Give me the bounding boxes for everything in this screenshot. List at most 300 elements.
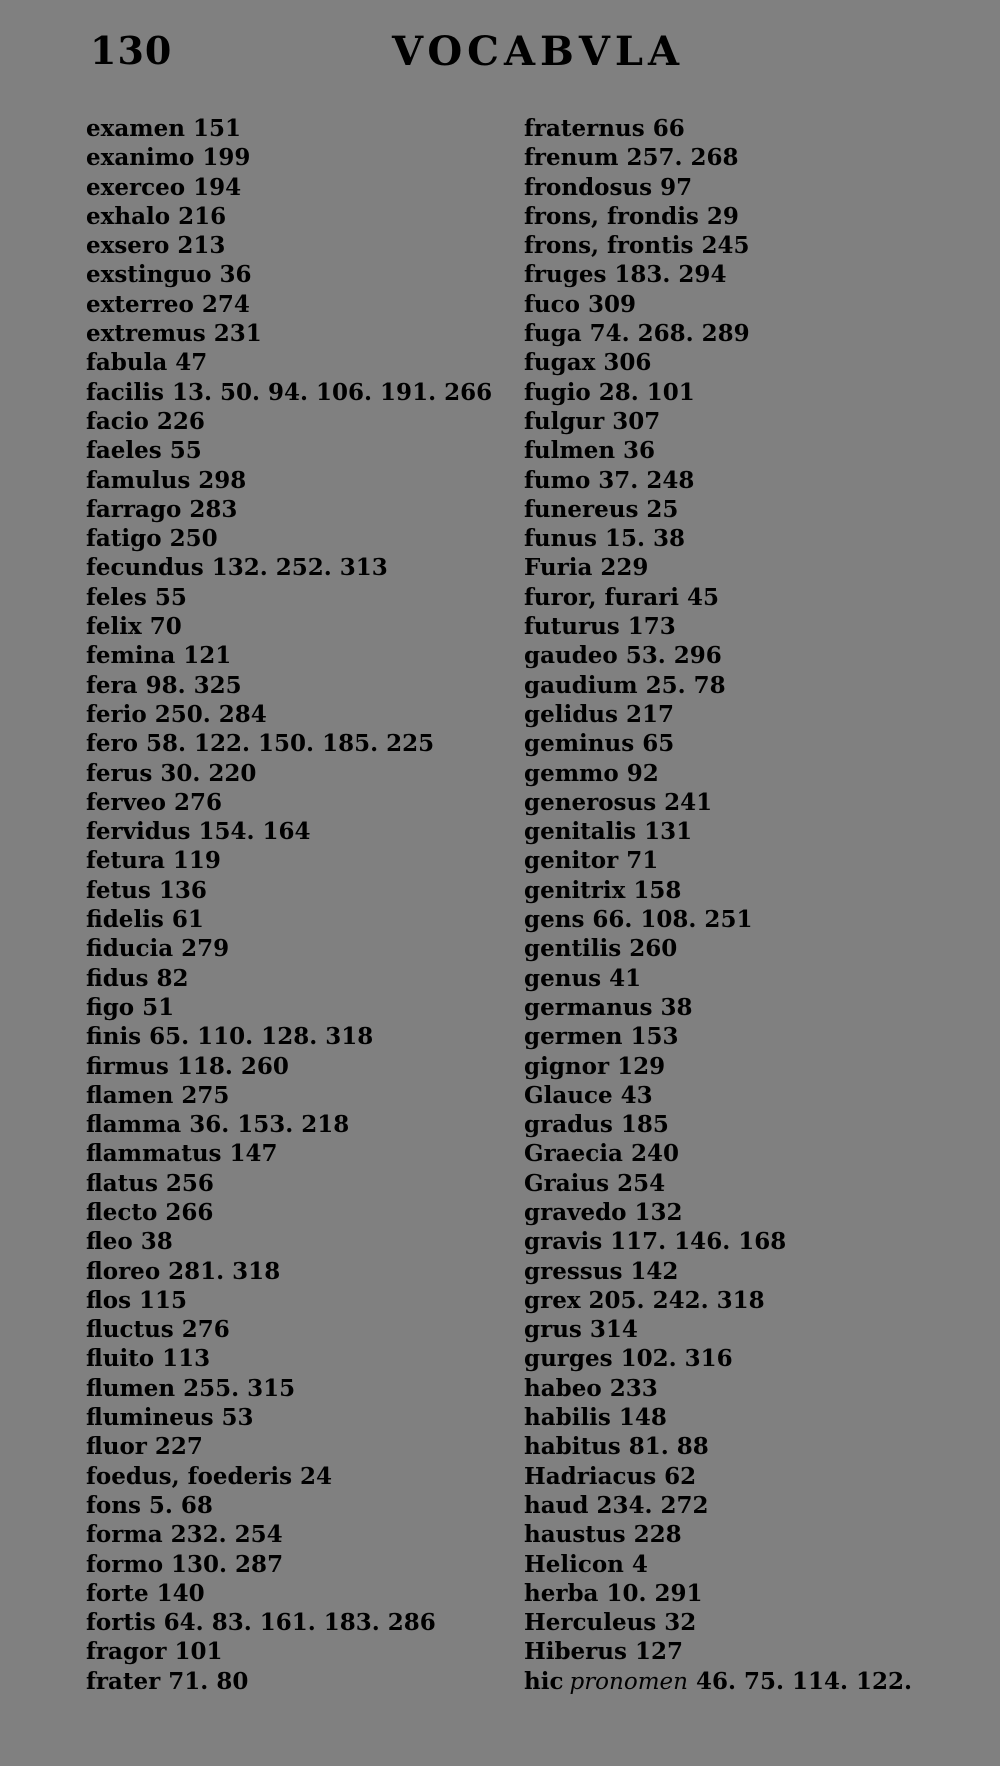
index-entry bbox=[86, 378, 506, 407]
entry-references: 38 bbox=[140, 1228, 173, 1256]
entry-references: 217 bbox=[625, 700, 674, 728]
entry-references: 66. 108. 251 bbox=[592, 906, 753, 934]
index-entry bbox=[86, 1022, 506, 1051]
entry-references: 102. 316 bbox=[620, 1345, 733, 1373]
entry-references: 65. 110. 128. 318 bbox=[149, 1023, 374, 1051]
index-entry bbox=[524, 583, 994, 612]
entry-references: 279 bbox=[181, 935, 230, 963]
entry-references: 229 bbox=[600, 554, 649, 582]
index-entry bbox=[524, 1520, 994, 1549]
entry-references: 183. 294 bbox=[614, 261, 727, 289]
index-entry bbox=[86, 1432, 506, 1461]
index-entry bbox=[524, 407, 994, 436]
index-entry bbox=[524, 319, 994, 348]
entry-word: frondosus bbox=[524, 173, 653, 201]
entry-word: fugax bbox=[524, 349, 596, 377]
entry-word: forte bbox=[86, 1579, 149, 1607]
entry-references: 231 bbox=[213, 320, 262, 348]
entry-references: 64. 83. 161. 183. 286 bbox=[163, 1609, 436, 1637]
index-entry bbox=[86, 1462, 506, 1491]
entry-word: generosus bbox=[524, 788, 657, 816]
index-entry bbox=[86, 1403, 506, 1432]
entry-word: examen bbox=[86, 115, 185, 142]
entry-word: gaudeo bbox=[524, 642, 618, 670]
entry-references: 132. 252. 313 bbox=[211, 554, 388, 582]
entry-references: 213 bbox=[177, 232, 226, 260]
index-entry bbox=[524, 1286, 994, 1315]
entry-word: germanus bbox=[524, 993, 653, 1021]
entry-references: 130. 287 bbox=[171, 1550, 284, 1578]
index-entry bbox=[86, 612, 506, 641]
entry-word: flatus bbox=[86, 1169, 158, 1197]
index-entry bbox=[524, 671, 994, 700]
entry-references: 283 bbox=[189, 495, 238, 523]
index-entry bbox=[524, 612, 994, 641]
entry-word: exanimo bbox=[86, 144, 195, 172]
entry-word: herba bbox=[524, 1579, 599, 1607]
index-entry bbox=[524, 759, 994, 788]
entry-word: fumo bbox=[524, 466, 591, 494]
entry-word: feles bbox=[86, 583, 147, 611]
index-entry bbox=[524, 817, 994, 846]
entry-references: 10. 291 bbox=[606, 1579, 703, 1607]
entry-references: 232. 254 bbox=[170, 1521, 283, 1549]
index-entry bbox=[86, 173, 506, 202]
entry-word: forma bbox=[86, 1521, 163, 1549]
entry-references: 13. 50. 94. 106. 191. 266 bbox=[171, 378, 493, 406]
index-entry bbox=[86, 993, 506, 1022]
index-entry bbox=[524, 700, 994, 729]
index-entry bbox=[86, 964, 506, 993]
entry-word: flumineus bbox=[86, 1404, 214, 1432]
index-entry bbox=[524, 290, 994, 319]
entry-word: fleo bbox=[86, 1228, 133, 1256]
entry-word: flamen bbox=[86, 1081, 174, 1109]
entry-references: 255. 315 bbox=[183, 1374, 296, 1402]
entry-references: 70 bbox=[149, 613, 182, 641]
index-entry bbox=[524, 729, 994, 758]
index-entry bbox=[524, 436, 994, 465]
entry-references: 53 bbox=[221, 1404, 254, 1432]
page-number: 130 bbox=[90, 28, 173, 73]
index-entry bbox=[524, 1081, 994, 1110]
entry-word: gravis bbox=[524, 1228, 603, 1256]
entry-word: funereus bbox=[524, 495, 639, 523]
index-entry bbox=[524, 1315, 994, 1344]
index-entry bbox=[86, 1550, 506, 1579]
entry-references: 257. 268 bbox=[626, 144, 739, 172]
entry-references: 55 bbox=[154, 583, 187, 611]
entry-references: 25. 78 bbox=[645, 671, 726, 699]
entry-word: flamma bbox=[86, 1111, 182, 1139]
index-entry bbox=[86, 583, 506, 612]
entry-word: facio bbox=[86, 407, 149, 435]
index-entry bbox=[524, 1052, 994, 1081]
entry-references: 41 bbox=[609, 964, 642, 992]
entry-word: fragor bbox=[86, 1638, 167, 1666]
entry-references: 51 bbox=[142, 993, 175, 1021]
index-entry bbox=[86, 1637, 506, 1666]
entry-word: fulmen bbox=[524, 437, 616, 465]
entry-references: 245 bbox=[701, 232, 750, 260]
entry-word: germen bbox=[524, 1023, 623, 1051]
index-entry bbox=[524, 348, 994, 377]
index-entry bbox=[524, 1344, 994, 1373]
entry-references: 233 bbox=[609, 1374, 658, 1402]
entry-word: haustus bbox=[524, 1521, 626, 1549]
entry-references: 309 bbox=[587, 290, 636, 318]
index-entry bbox=[86, 729, 506, 758]
entry-references: 29 bbox=[706, 202, 739, 230]
index-entry bbox=[86, 231, 506, 260]
entry-references: 71 bbox=[626, 847, 659, 875]
entry-references: 307 bbox=[612, 407, 661, 435]
index-entry bbox=[86, 1667, 506, 1696]
index-entry bbox=[524, 641, 994, 670]
entry-word: extremus bbox=[86, 320, 206, 348]
index-entry bbox=[86, 905, 506, 934]
entry-references: 127 bbox=[634, 1638, 683, 1666]
entry-references: 82 bbox=[156, 964, 189, 992]
entry-references: 227 bbox=[154, 1433, 203, 1461]
entry-word: gentilis bbox=[524, 935, 622, 963]
entry-note: pronomen bbox=[569, 1668, 688, 1695]
entry-references: 151 bbox=[192, 115, 241, 142]
index-entry bbox=[86, 934, 506, 963]
index-entry bbox=[86, 1374, 506, 1403]
entry-word: genitor bbox=[524, 847, 619, 875]
index-entry bbox=[524, 1550, 994, 1579]
index-entry bbox=[86, 1344, 506, 1373]
index-entry bbox=[524, 934, 994, 963]
index-entry bbox=[524, 1257, 994, 1286]
entry-word: fabula bbox=[86, 349, 168, 377]
entry-word: floreo bbox=[86, 1257, 161, 1285]
entry-references: 47 bbox=[175, 349, 208, 377]
entry-word: fugio bbox=[524, 378, 591, 406]
index-entry bbox=[524, 1227, 994, 1256]
entry-references: 101 bbox=[174, 1638, 223, 1666]
entry-word: grex bbox=[524, 1286, 581, 1314]
index-entry bbox=[524, 1462, 994, 1491]
entry-word: flammatus bbox=[86, 1140, 222, 1168]
index-entry bbox=[524, 260, 994, 289]
entry-word: grus bbox=[524, 1316, 582, 1344]
index-entry bbox=[86, 436, 506, 465]
entry-word: habilis bbox=[524, 1404, 611, 1432]
entry-references: 154. 164 bbox=[198, 818, 311, 846]
entry-references: 45 bbox=[687, 583, 720, 611]
entry-references: 256 bbox=[165, 1169, 214, 1197]
entry-word: gradus bbox=[524, 1111, 613, 1139]
entry-word: facilis bbox=[86, 378, 164, 406]
entry-word: fuco bbox=[524, 290, 580, 318]
index-entry bbox=[524, 495, 994, 524]
running-head: VOCABVLA bbox=[392, 28, 685, 75]
entry-references: 36 bbox=[219, 261, 252, 289]
entry-word: exsero bbox=[86, 232, 170, 260]
entry-references: 205. 242. 318 bbox=[588, 1286, 765, 1314]
entry-word: fluito bbox=[86, 1345, 155, 1373]
entry-references: 38 bbox=[660, 993, 693, 1021]
entry-word: fuga bbox=[524, 320, 582, 348]
entry-word: gaudium bbox=[524, 671, 638, 699]
entry-references: 71. 80 bbox=[168, 1667, 249, 1695]
entry-word: habitus bbox=[524, 1433, 621, 1461]
entry-references: 97 bbox=[660, 173, 693, 201]
entry-word: Furia bbox=[524, 554, 593, 582]
entry-references: 173 bbox=[627, 613, 676, 641]
entry-references: 226 bbox=[156, 407, 205, 435]
entry-references: 250. 284 bbox=[154, 700, 267, 728]
entry-references: 266 bbox=[165, 1198, 214, 1226]
index-entry bbox=[524, 1198, 994, 1227]
entry-word: fulgur bbox=[524, 407, 605, 435]
entry-word: exstinguo bbox=[86, 261, 212, 289]
entry-references: 74. 268. 289 bbox=[589, 320, 750, 348]
index-entry bbox=[524, 524, 994, 553]
entry-references: 15. 38 bbox=[605, 525, 686, 553]
index-entry bbox=[524, 231, 994, 260]
index-entry bbox=[86, 846, 506, 875]
entry-references: 276 bbox=[181, 1316, 230, 1344]
entry-word: finis bbox=[86, 1023, 142, 1051]
index-entry bbox=[524, 378, 994, 407]
entry-word: frons, frontis bbox=[524, 232, 694, 260]
entry-word: exhalo bbox=[86, 202, 171, 230]
entry-word: fero bbox=[86, 730, 138, 758]
index-entry bbox=[86, 876, 506, 905]
entry-word: geminus bbox=[524, 730, 635, 758]
entry-word: fons bbox=[86, 1491, 141, 1519]
entry-word: famulus bbox=[86, 466, 191, 494]
entry-word: exerceo bbox=[86, 173, 186, 201]
entry-word: Glauce bbox=[524, 1081, 613, 1109]
index-entry bbox=[524, 1579, 994, 1608]
index-entry bbox=[86, 1198, 506, 1227]
index-entry bbox=[86, 1110, 506, 1139]
index-entry bbox=[86, 1579, 506, 1608]
index-entry bbox=[86, 114, 506, 143]
entry-references: 5. 68 bbox=[148, 1491, 213, 1519]
entry-word: exterreo bbox=[86, 290, 194, 318]
index-entry bbox=[86, 671, 506, 700]
entry-word: funus bbox=[524, 525, 598, 553]
entry-word: frenum bbox=[524, 144, 619, 172]
index-entry bbox=[86, 1608, 506, 1637]
entry-word: genus bbox=[524, 964, 602, 992]
index-entry bbox=[524, 1403, 994, 1432]
entry-references: 250 bbox=[169, 525, 218, 553]
entry-references: 240 bbox=[630, 1140, 679, 1168]
entry-references: 37. 248 bbox=[598, 466, 695, 494]
entry-word: Helicon bbox=[524, 1550, 624, 1578]
entry-references: 61 bbox=[171, 906, 204, 934]
entry-word: Graius bbox=[524, 1169, 610, 1197]
index-entry bbox=[524, 876, 994, 905]
index-entry bbox=[86, 1052, 506, 1081]
entry-word: faeles bbox=[86, 437, 162, 465]
entry-references: 118. 260 bbox=[176, 1052, 289, 1080]
index-entry bbox=[524, 905, 994, 934]
entry-references: 43 bbox=[620, 1081, 653, 1109]
entry-references: 119 bbox=[172, 847, 221, 875]
index-entry bbox=[86, 348, 506, 377]
index-entry bbox=[524, 846, 994, 875]
entry-word: haud bbox=[524, 1491, 589, 1519]
entry-references: 113 bbox=[162, 1345, 211, 1373]
entry-word: genitrix bbox=[524, 876, 626, 904]
entry-word: Herculeus bbox=[524, 1609, 657, 1637]
index-entry bbox=[524, 1169, 994, 1198]
index-entry bbox=[524, 993, 994, 1022]
index-entry bbox=[86, 260, 506, 289]
entry-references: 306 bbox=[603, 349, 652, 377]
entry-word: formo bbox=[86, 1550, 164, 1578]
entry-references: 32 bbox=[664, 1609, 697, 1637]
entry-word: gelidus bbox=[524, 700, 618, 728]
entry-word: Graecia bbox=[524, 1140, 623, 1168]
entry-references: 274 bbox=[201, 290, 250, 318]
entry-word: farrago bbox=[86, 495, 182, 523]
entry-references: 241 bbox=[664, 788, 713, 816]
entry-word: foedus, foederis bbox=[86, 1462, 293, 1490]
index-entry bbox=[86, 1520, 506, 1549]
entry-references: 129 bbox=[617, 1052, 666, 1080]
entry-word: fluctus bbox=[86, 1316, 174, 1344]
entry-word: Hiberus bbox=[524, 1638, 627, 1666]
entry-references: 148 bbox=[618, 1404, 667, 1432]
entry-word: fidelis bbox=[86, 906, 164, 934]
index-entry bbox=[524, 1637, 994, 1666]
entry-references: 92 bbox=[626, 759, 659, 787]
entry-word: frons, frondis bbox=[524, 202, 699, 230]
entry-references: 46. 75. 114. 122. bbox=[695, 1667, 913, 1695]
entry-word: felix bbox=[86, 613, 142, 641]
entry-word: fluor bbox=[86, 1433, 147, 1461]
entry-references: 25 bbox=[646, 495, 679, 523]
entry-word: gurges bbox=[524, 1345, 613, 1373]
entry-word: gemmo bbox=[524, 759, 619, 787]
entry-word: flecto bbox=[86, 1198, 158, 1226]
entry-word: gravedo bbox=[524, 1198, 627, 1226]
entry-word: fatigo bbox=[86, 525, 162, 553]
entry-references: 314 bbox=[589, 1316, 638, 1344]
entry-references: 281. 318 bbox=[168, 1257, 281, 1285]
entry-references: 140 bbox=[156, 1579, 205, 1607]
entry-word: genitalis bbox=[524, 818, 637, 846]
index-entry bbox=[524, 1110, 994, 1139]
index-entry bbox=[86, 1257, 506, 1286]
entry-references: 24 bbox=[300, 1462, 333, 1490]
index-entry bbox=[86, 1227, 506, 1256]
entry-references: 81. 88 bbox=[628, 1433, 709, 1461]
entry-word: ferus bbox=[86, 759, 153, 787]
entry-references: 4 bbox=[631, 1550, 648, 1578]
entry-references: 228 bbox=[633, 1521, 682, 1549]
index-entry bbox=[524, 553, 994, 582]
index-entry bbox=[86, 1169, 506, 1198]
entry-references: 216 bbox=[178, 202, 227, 230]
index-entry bbox=[86, 1081, 506, 1110]
index-entry bbox=[86, 641, 506, 670]
index-entry bbox=[86, 1315, 506, 1344]
entry-references: 98. 325 bbox=[145, 671, 242, 699]
index-entry bbox=[86, 759, 506, 788]
index-entry bbox=[524, 114, 994, 143]
entry-word: flos bbox=[86, 1286, 132, 1314]
index-entry bbox=[86, 143, 506, 172]
entry-word: gressus bbox=[524, 1257, 623, 1285]
entry-references: 158 bbox=[633, 876, 682, 904]
entry-references: 66 bbox=[652, 115, 685, 142]
entry-word: fera bbox=[86, 671, 138, 699]
entry-references: 36. 153. 218 bbox=[189, 1111, 350, 1139]
entry-references: 276 bbox=[173, 788, 222, 816]
index-entry bbox=[86, 1286, 506, 1315]
index-entry bbox=[86, 524, 506, 553]
index-entry bbox=[86, 407, 506, 436]
entry-word: femina bbox=[86, 642, 176, 670]
index-entry bbox=[86, 1139, 506, 1168]
index-entry bbox=[86, 466, 506, 495]
entry-word: ferio bbox=[86, 700, 147, 728]
index-entry bbox=[524, 1374, 994, 1403]
entry-references: 115 bbox=[139, 1286, 188, 1314]
index-entry bbox=[86, 1491, 506, 1520]
entry-references: 142 bbox=[630, 1257, 679, 1285]
index-entry bbox=[86, 319, 506, 348]
index-entry bbox=[86, 817, 506, 846]
entry-references: 275 bbox=[181, 1081, 230, 1109]
entry-references: 121 bbox=[183, 642, 232, 670]
entry-word: furor, furari bbox=[524, 583, 680, 611]
entry-word: futurus bbox=[524, 613, 620, 641]
entry-word: hic bbox=[524, 1667, 564, 1695]
entry-word: fervidus bbox=[86, 818, 191, 846]
entry-references: 136 bbox=[158, 876, 207, 904]
entry-references: 234. 272 bbox=[596, 1491, 709, 1519]
index-entry bbox=[86, 788, 506, 817]
entry-word: frater bbox=[86, 1667, 161, 1695]
entry-references: 65 bbox=[642, 730, 675, 758]
entry-word: fecundus bbox=[86, 554, 204, 582]
index-entry bbox=[524, 1139, 994, 1168]
index-entry bbox=[86, 553, 506, 582]
index-column-right bbox=[524, 114, 994, 1696]
index-entry bbox=[524, 173, 994, 202]
entry-references: 153 bbox=[630, 1023, 679, 1051]
entry-references: 185 bbox=[620, 1111, 669, 1139]
entry-word: fortis bbox=[86, 1609, 156, 1637]
entry-word: gignor bbox=[524, 1052, 610, 1080]
entry-word: gens bbox=[524, 906, 585, 934]
entry-references: 131 bbox=[644, 818, 693, 846]
index-entry bbox=[524, 1491, 994, 1520]
index-column-left bbox=[86, 114, 506, 1696]
index-entry bbox=[524, 1608, 994, 1637]
entry-references: 194 bbox=[193, 173, 242, 201]
index-entry bbox=[524, 143, 994, 172]
entry-references: 53. 296 bbox=[625, 642, 722, 670]
index-entry bbox=[524, 788, 994, 817]
index-entry bbox=[524, 1432, 994, 1461]
index-entry bbox=[86, 290, 506, 319]
entry-word: flumen bbox=[86, 1374, 176, 1402]
index-entry bbox=[86, 700, 506, 729]
entry-references: 117. 146. 168 bbox=[610, 1228, 787, 1256]
entry-word: figo bbox=[86, 993, 135, 1021]
